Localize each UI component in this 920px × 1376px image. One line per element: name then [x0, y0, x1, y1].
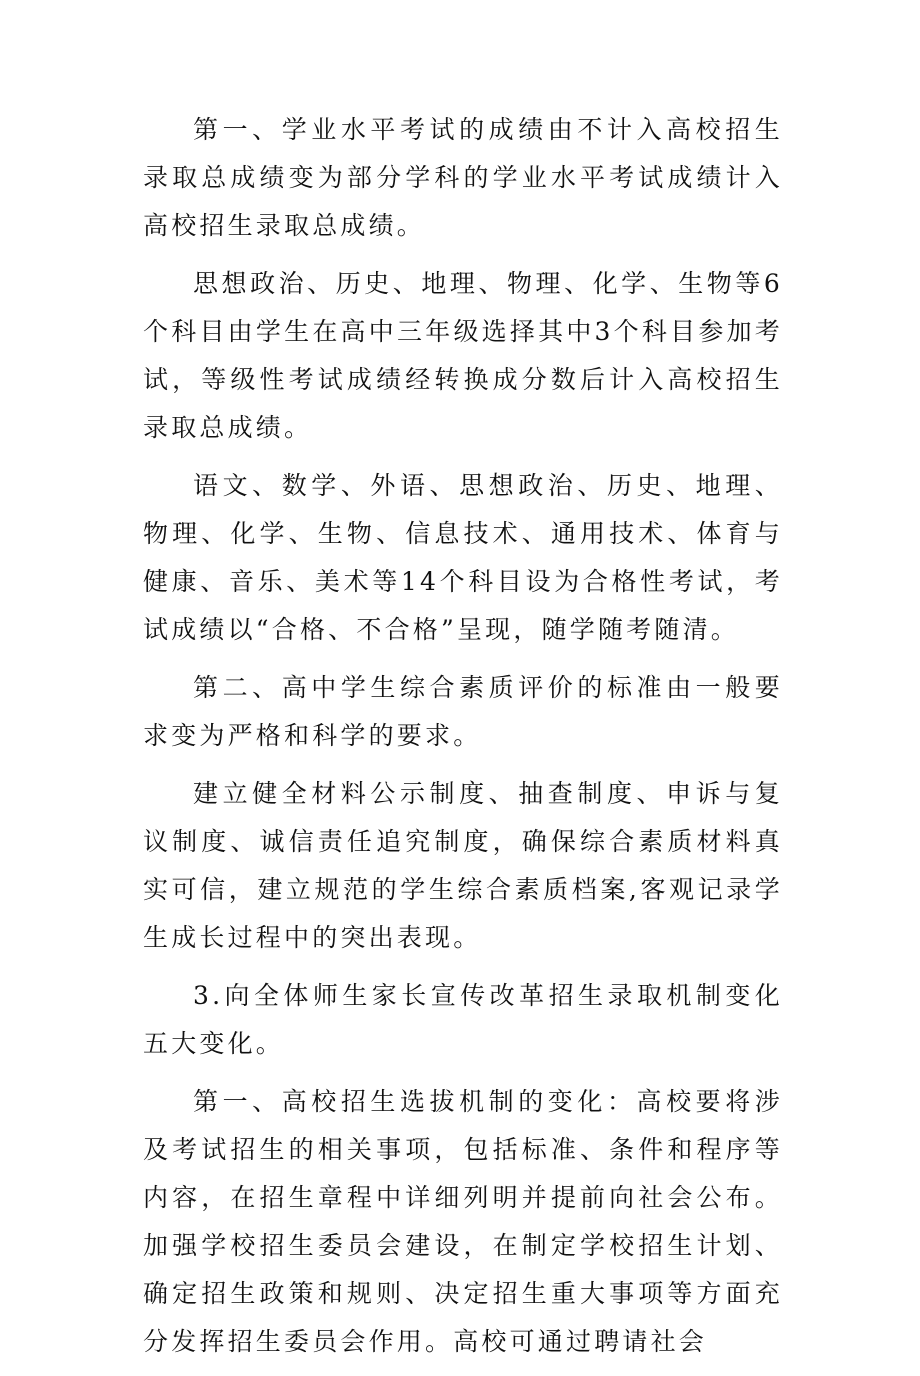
paragraph-4: 第二、高中学生综合素质评价的标准由一般要求变为严格和科学的要求。 — [143, 673, 783, 750]
document-body — [143, 106, 783, 1376]
paragraph-1: 第一、学业水平考试的成绩由不计入高校招生录取总成绩变为部分学科的学业水平考试成绩计入高校招生录取总成绩。 — [143, 115, 783, 240]
paragraph-5: 建立健全材料公示制度、抽查制度、申诉与复议制度、诚信责任追究制度，确保综合素质材料真实可信，建立规范的学生综合素质档案,客观记录学生成长过程中的突出表现。 — [143, 779, 783, 952]
paragraph-3: 语文、数学、外语、思想政治、历史、地理、物理、化学、生物、信息技术、通用技术、体育与健康、音乐、美术等14个科目设为合格性考试，考试成绩以“合格、不合格”呈现，随学随考随清。 — [143, 471, 783, 644]
paragraph-7: 第一、高校招生选拔机制的变化：高校要将涉及考试招生的相关事项，包括标准、条件和程序等内容，在招生章程中详细列明并提前向社会公布。加强学校招生委员会建设，在制定学校招生计划、确定招生政策和规则、决定招生重大事项等方面充分发挥招生委员会作用。高校可通过聘请社会 — [143, 1087, 783, 1356]
paragraph-6: 3.向全体师生家长宣传改革招生录取机制变化五大变化。 — [143, 981, 783, 1058]
paragraph-2: 思想政治、历史、地理、物理、化学、生物等6个科目由学生在高中三年级选择其中3个科目参加考试，等级性考试成绩经转换成分数后计入高校招生录取总成绩。 — [143, 269, 783, 442]
